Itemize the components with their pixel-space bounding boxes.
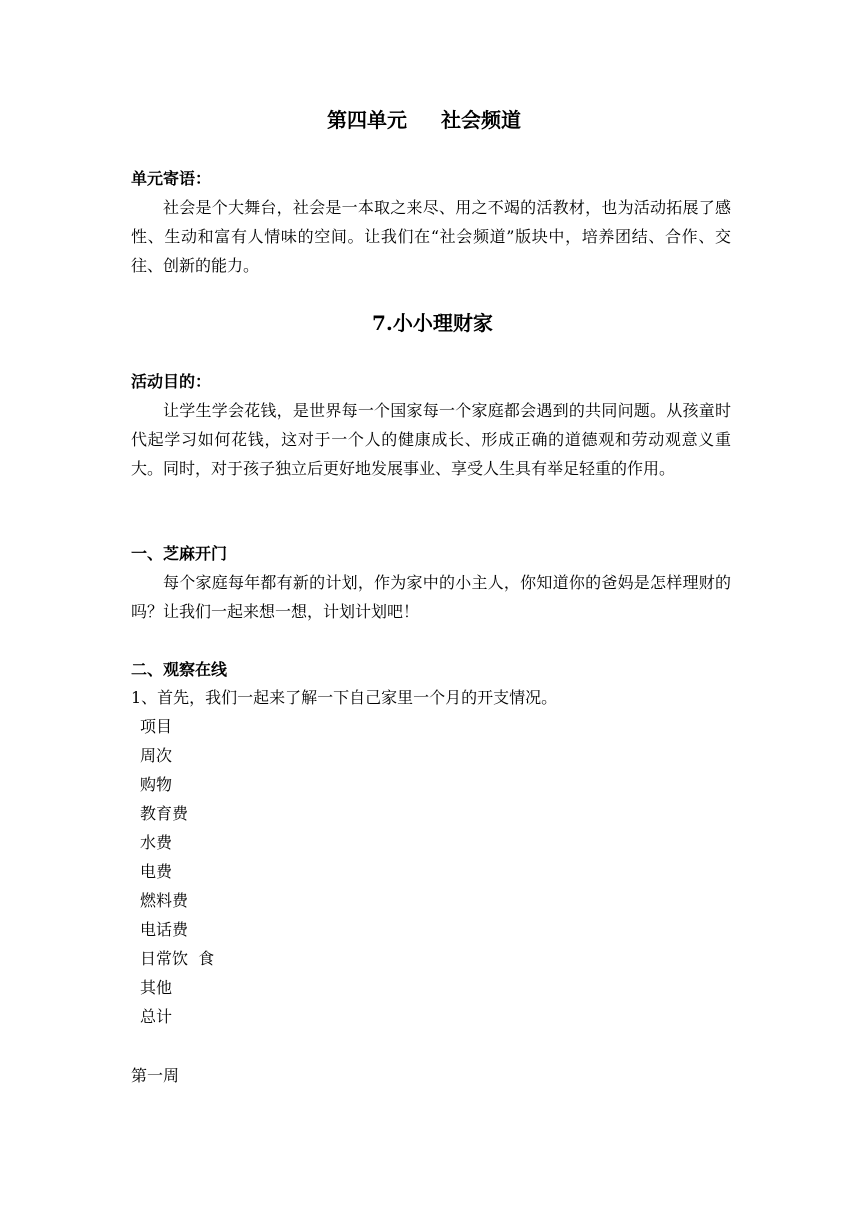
section2-line1: 1、首先，我们一起来了解一下自己家里一个月的开支情况。 (131, 688, 558, 707)
expense-item: 燃料费 (140, 891, 189, 910)
section1-heading: 一、芝麻开门 (131, 544, 228, 563)
unit-title (327, 110, 521, 130)
expense-item: 周次 (140, 746, 173, 765)
expense-item: 教育费 (140, 804, 189, 823)
unit-title-name: 社会频道 (441, 108, 521, 132)
unit-title-number: 第四单元 (327, 108, 407, 132)
expense-item: 项目 (140, 717, 173, 736)
unit-message-heading: 单元寄语： (131, 169, 212, 188)
goal-heading: 活动目的： (131, 372, 212, 391)
expense-item: 其他 (140, 978, 173, 997)
expense-item: 水费 (140, 833, 173, 852)
section2-heading: 二、观察在线 (131, 660, 228, 679)
goal-text: 让学生学会花钱，是世界每一个国家每一个家庭都会遇到的共同问题。从孩童时代起学习如何花钱，这对于一个人的健康成长、形成正确的道德观和劳动观意义重大。同时，对于孩子独立后更好地发展事业、享受人生具有举足轻重的作用。 (131, 401, 731, 478)
expense-item: 购物 (140, 775, 173, 794)
unit-message-text: 社会是个大舞台，社会是一本取之来尽、用之不竭的活教材，也为活动拓展了感性、生动和富有人情味的空间。让我们在“社会频道”版块中，培养团结、合作、交往、创新的能力。 (131, 198, 731, 275)
expense-item: 总计 (140, 1007, 173, 1026)
expense-item: 电话费 (140, 920, 189, 939)
lesson-title: 7.小小理财家 (372, 311, 493, 335)
expense-item: 日常饮 食 (140, 949, 215, 968)
week-label: 第一周 (131, 1066, 180, 1085)
expense-item: 电费 (140, 862, 173, 881)
section1-text: 每个家庭每年都有新的计划，作为家中的小主人，你知道你的爸妈是怎样理财的吗？让我们一起来想一想，计划计划吧！ (131, 573, 731, 621)
